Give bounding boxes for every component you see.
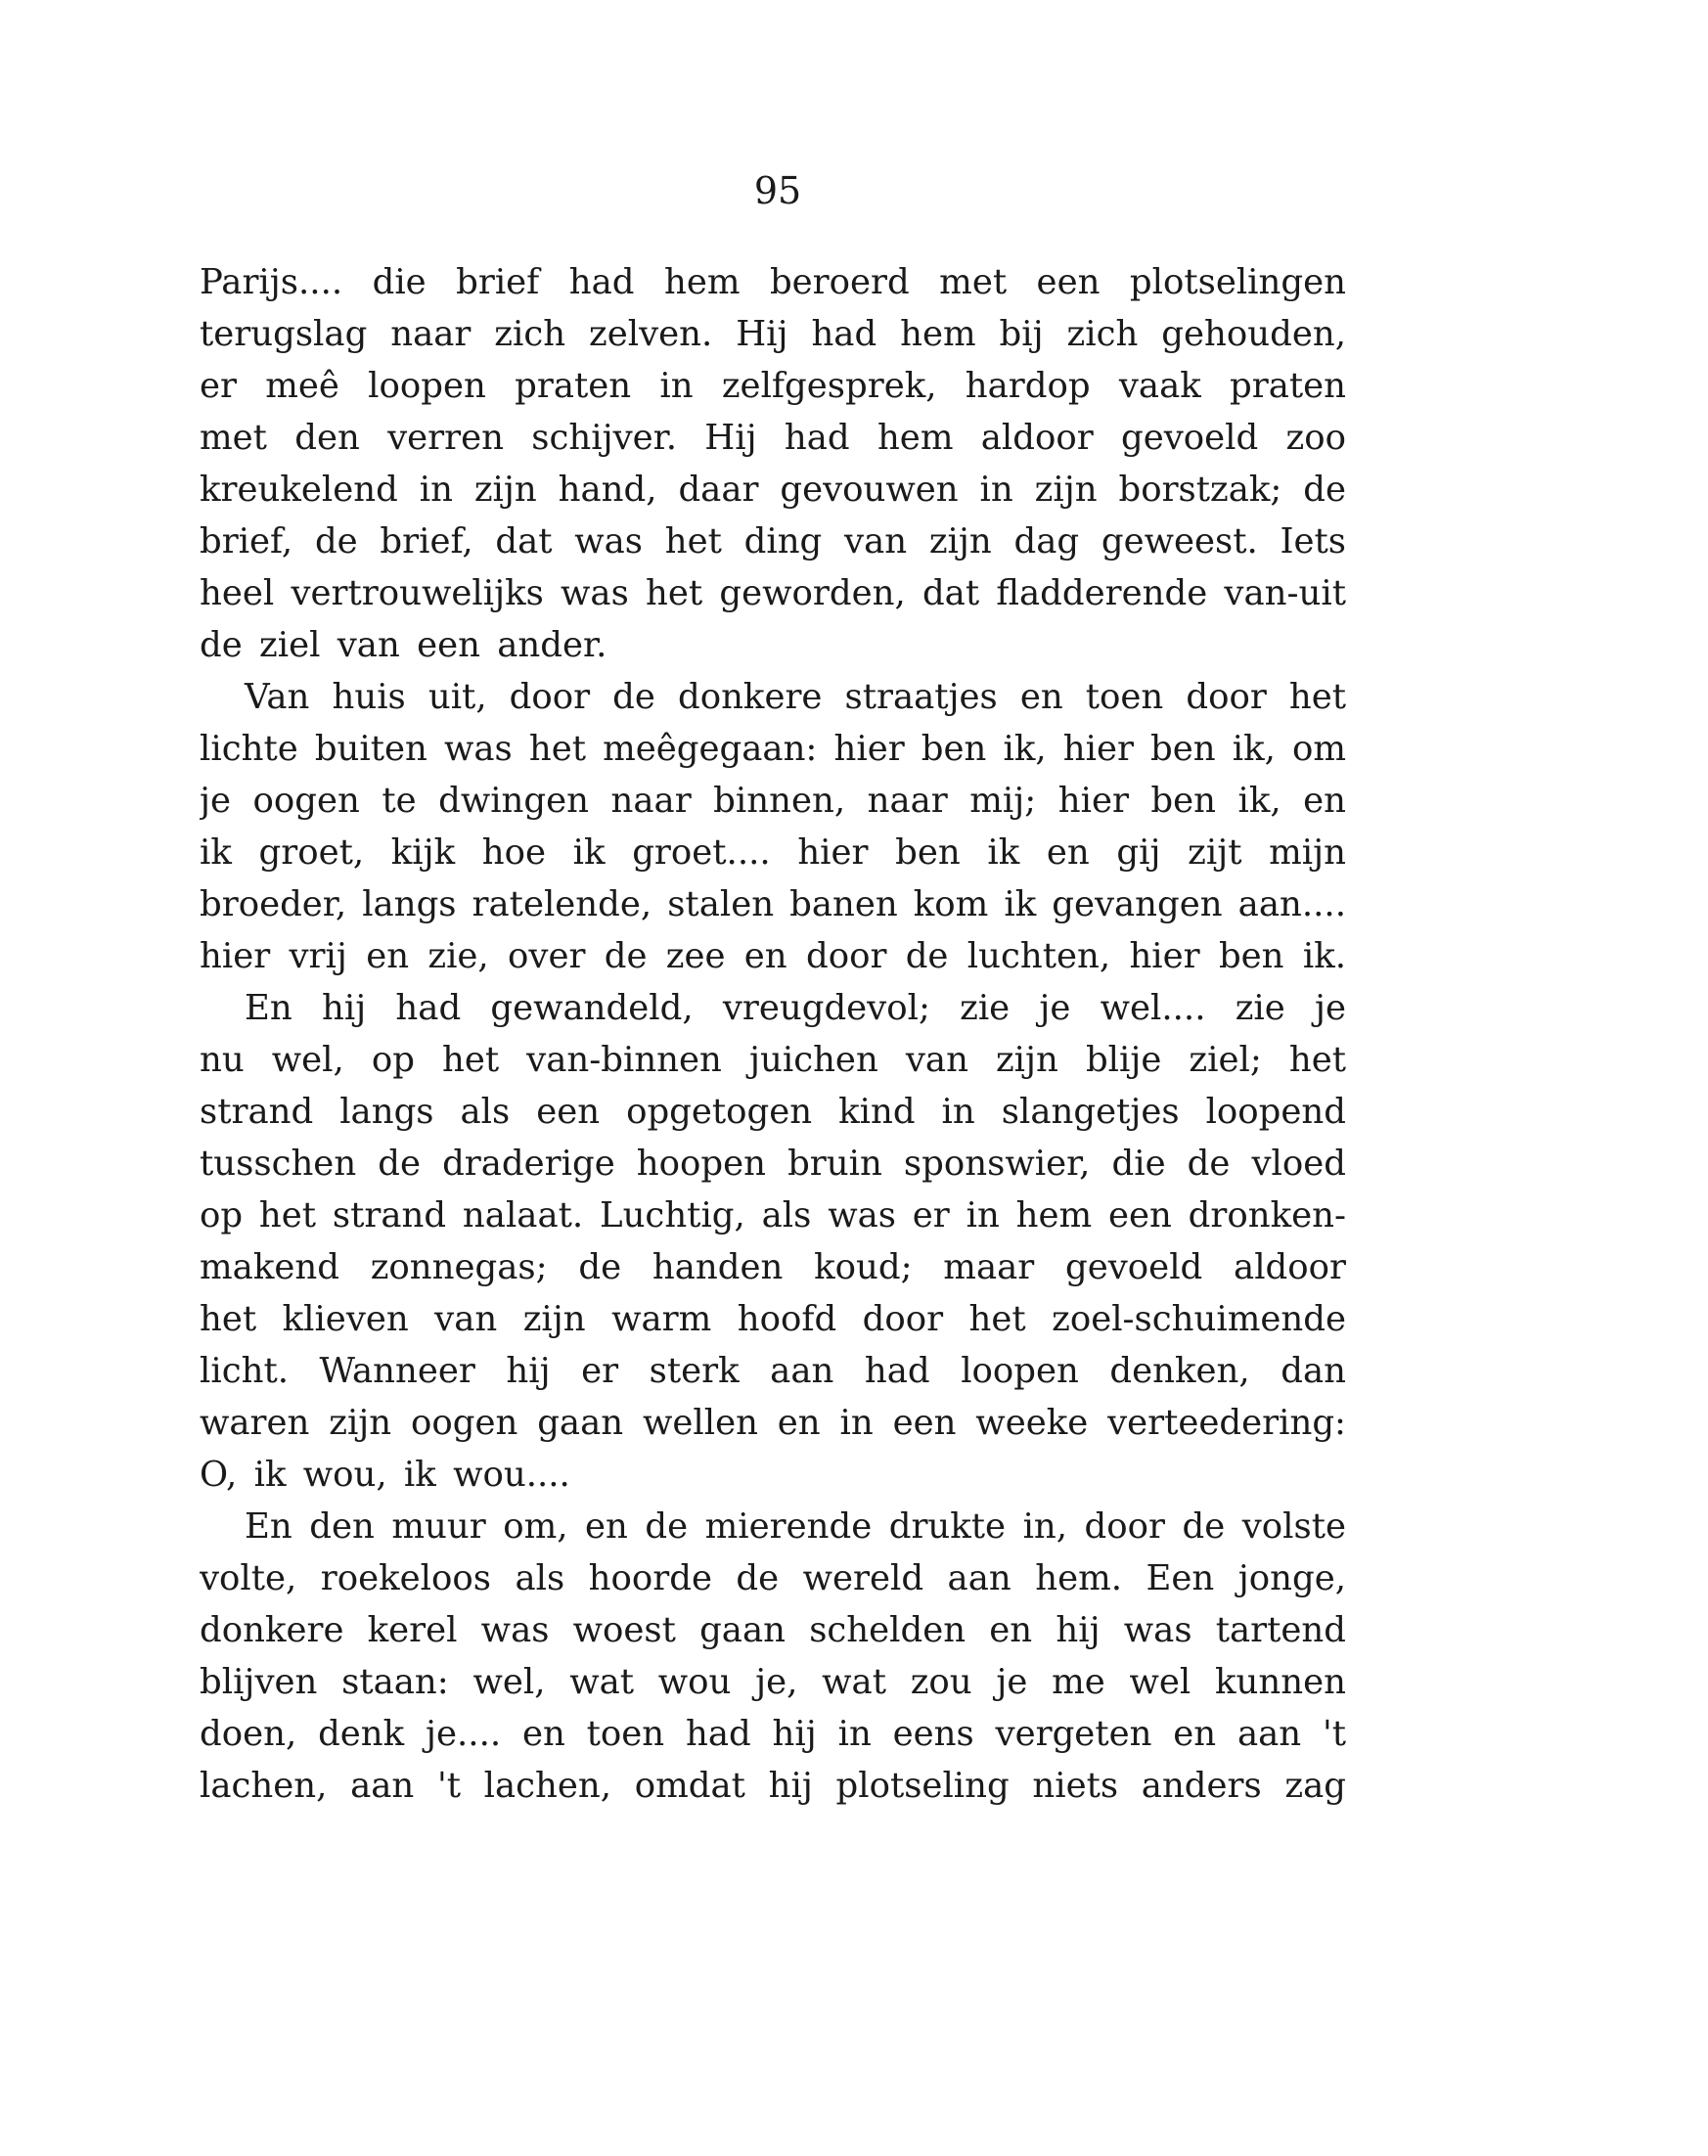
text-line: ik groet, kijk hoe ik groet.... hier ben ik en gij zijt mijn — [200, 832, 1346, 873]
text-line: heel vertrouwelijks was het geworden, dat fladderende van-uit — [200, 573, 1346, 613]
text-line: waren zijn oogen gaan wellen en in een weeke verteedering: — [200, 1403, 1346, 1443]
text-line: hier vrij en zie, over de zee en door de luchten, hier ben ik. — [200, 936, 1346, 976]
paragraph — [200, 982, 1346, 1501]
text-line: licht. Wanneer hij er sterk aan had loopen denken, dan — [200, 1351, 1346, 1391]
text-line: op het strand nalaat. Luchtig, als was er in hem een dronken- — [200, 1195, 1346, 1235]
text-line: terugslag naar zich zelven. Hij had hem bij zich gehouden, — [200, 314, 1346, 354]
text-line: O, ik wou, ik wou.... — [200, 1455, 570, 1495]
text-line: volte, roekeloos als hoorde de wereld aan hem. Een jonge, — [200, 1558, 1346, 1598]
text-line: tusschen de draderige hoopen bruin sponswier, die de vloed — [200, 1144, 1346, 1184]
text-line: Van huis uit, door de donkere straatjes en toen door het — [245, 677, 1346, 717]
page-number: 95 — [753, 169, 802, 212]
text-line: met den verren schijver. Hij had hem aldoor gevoeld zoo — [200, 418, 1346, 458]
text-line: broeder, langs ratelende, stalen banen kom ik gevangen aan.... — [200, 884, 1346, 924]
text-line: je oogen te dwingen naar binnen, naar mij; hier ben ik, en — [200, 781, 1346, 821]
text-line: blijven staan: wel, wat wou je, wat zou je me wel kunnen — [200, 1662, 1346, 1702]
text-line: En den muur om, en de mierende drukte in, door de volste — [245, 1506, 1346, 1547]
paragraph — [200, 256, 1346, 671]
text-line: strand langs als een opgetogen kind in slangetjes loopend — [200, 1092, 1346, 1132]
text-line: de ziel van een ander. — [200, 625, 607, 665]
text-line: het klieven van zijn warm hoofd door het zoel-schuimende — [200, 1299, 1346, 1339]
paragraph — [200, 1501, 1346, 1812]
text-line: lichte buiten was het meêgegaan: hier ben ik, hier ben ik, om — [200, 729, 1346, 769]
body-text — [200, 256, 1346, 1812]
text-line: lachen, aan 't lachen, omdat hij plotseling niets anders zag — [200, 1766, 1346, 1806]
text-line: doen, denk je.... en toen had hij in eens vergeten en aan 't — [200, 1714, 1346, 1754]
text-line: En hij had gewandeld, vreugdevol; zie je wel.... zie je — [245, 988, 1346, 1028]
text-line: donkere kerel was woest gaan schelden en hij was tartend — [200, 1610, 1346, 1650]
text-line: er meê loopen praten in zelfgesprek, hardop vaak praten — [200, 366, 1346, 406]
text-line: kreukelend in zijn hand, daar gevouwen in zijn borstzak; de — [200, 470, 1346, 510]
paragraph — [200, 671, 1346, 982]
text-line: nu wel, op het van-binnen juichen van zijn blije ziel; het — [200, 1040, 1346, 1080]
text-line: Parijs.... die brief had hem beroerd met een plotselingen — [200, 262, 1346, 302]
text-line: makend zonnegas; de handen koud; maar gevoeld aldoor — [200, 1247, 1346, 1287]
text-line: brief, de brief, dat was het ding van zijn dag geweest. Iets — [200, 521, 1346, 561]
